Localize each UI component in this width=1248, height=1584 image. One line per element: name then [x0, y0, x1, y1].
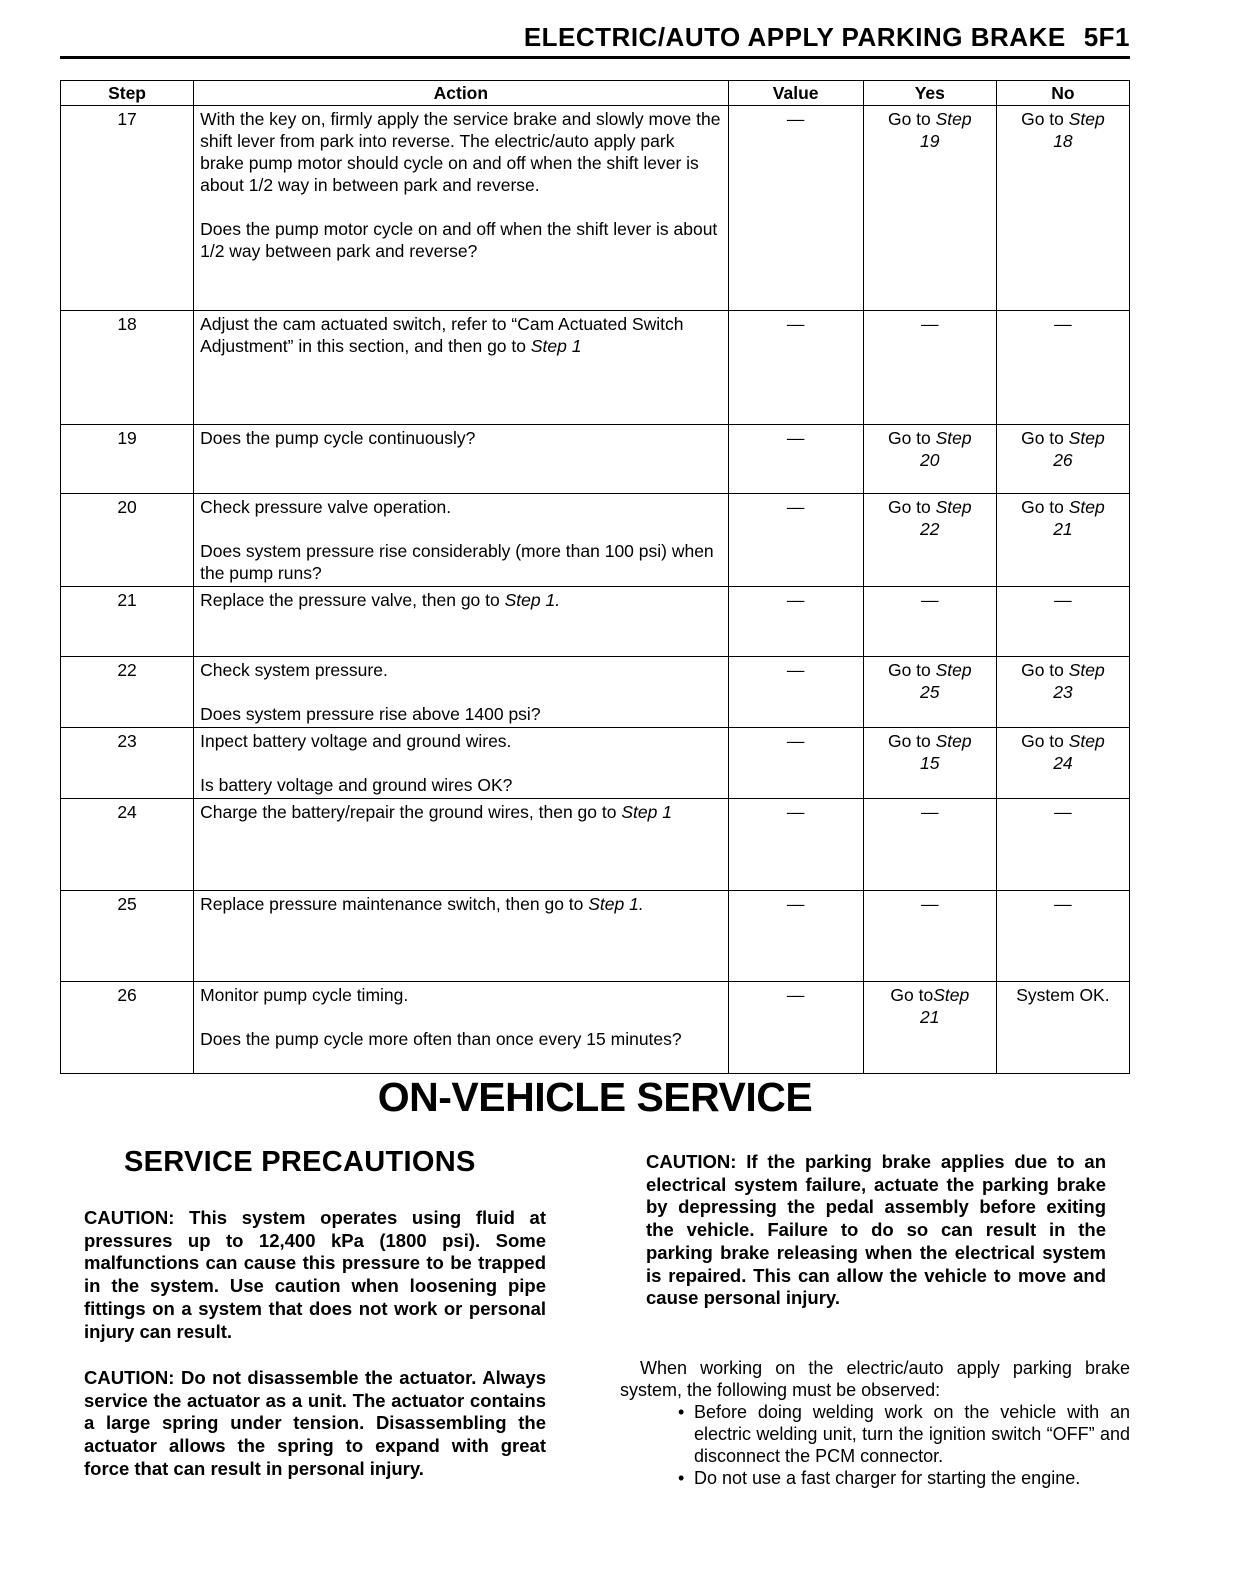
- value-cell: —: [728, 982, 863, 1074]
- section-title: ON-VEHICLE SERVICE: [377, 1074, 813, 1120]
- col-value: Value: [728, 81, 863, 106]
- value-cell: —: [728, 106, 863, 311]
- yes-cell: —: [863, 799, 996, 891]
- action-question: Does the pump cycle more often than once every 15 minutes?: [200, 1029, 682, 1049]
- action-text: Monitor pump cycle timing.: [200, 985, 409, 1005]
- observe-block: [620, 1357, 1130, 1489]
- value-cell: —: [728, 728, 863, 799]
- caution-pressure: CAUTION: This system operates using fluid at pressures up to 12,400 kPa (1800 psi). Some malfunctions can cause this pressure to be trapped in the system. Use caution when loosening pipe fittings on a system that does not work or personal injury can result.: [84, 1207, 546, 1342]
- yes-cell: Go to Step 20: [863, 425, 996, 494]
- yes-cell: Go to Step 22: [863, 494, 996, 587]
- action-cell: [194, 587, 729, 657]
- list-item: • Before doing welding work on the vehicle with an electric welding unit, turn the ignition switch “OFF” and disconnect the PCM connector.: [676, 1401, 1130, 1467]
- action-text: Inpect battery voltage and ground wires.: [200, 731, 512, 751]
- step-number: 22: [61, 657, 194, 728]
- header-title: ELECTRIC/AUTO APPLY PARKING BRAKE: [523, 22, 1066, 52]
- value-cell: —: [728, 311, 863, 425]
- value-cell: —: [728, 494, 863, 587]
- yes-cell: Go to Step 15: [863, 728, 996, 799]
- no-cell: —: [996, 587, 1129, 657]
- action-question: Does system pressure rise above 1400 psi?: [200, 704, 541, 724]
- col-yes: Yes: [863, 81, 996, 106]
- yes-cell: —: [863, 587, 996, 657]
- action-text: Replace the pressure valve, then go to Step 1.: [200, 590, 561, 610]
- action-cell: [194, 891, 729, 982]
- step-number: 18: [61, 311, 194, 425]
- yes-cell: Go to Step 19: [863, 106, 996, 311]
- step-number: 26: [61, 982, 194, 1074]
- action-text: Charge the battery/repair the ground wires, then go to Step 1: [200, 802, 672, 822]
- col-action: Action: [194, 81, 729, 106]
- table-row: [61, 587, 1130, 657]
- no-cell: —: [996, 799, 1129, 891]
- table-row: [61, 799, 1130, 891]
- no-cell: —: [996, 311, 1129, 425]
- table-row: [61, 728, 1130, 799]
- step-number: 21: [61, 587, 194, 657]
- action-cell: [194, 106, 729, 311]
- action-text: Check system pressure.: [200, 660, 388, 680]
- no-cell: Go to Step 24: [996, 728, 1129, 799]
- table-row: [61, 311, 1130, 425]
- value-cell: —: [728, 891, 863, 982]
- table-row: [61, 425, 1130, 494]
- header-section-number: 5F1: [1083, 22, 1130, 52]
- list-item: • Do not use a fast charger for starting the engine.: [676, 1467, 1130, 1489]
- observe-list: [620, 1401, 1130, 1489]
- value-cell: —: [728, 657, 863, 728]
- action-cell: [194, 799, 729, 891]
- caution-parking-brake: CAUTION: If the parking brake applies due to an electrical system failure, actuate the parking brake by depressing the pedal assembly before exiting the vehicle. Failure to do so can result in the parking brake releasing when the electrical system is repaired. This can allow the vehicle to move and cause personal injury.: [646, 1151, 1106, 1309]
- action-text: Adjust the cam actuated switch, refer to “Cam Actuated Switch Adjustment” in this section, and then go to Step 1: [200, 314, 684, 356]
- action-cell: [194, 728, 729, 799]
- col-step: Step: [61, 81, 194, 106]
- no-cell: —: [996, 891, 1129, 982]
- action-text: Check pressure valve operation.: [200, 497, 452, 517]
- diagnostic-table: [60, 80, 1130, 1074]
- value-cell: —: [728, 799, 863, 891]
- yes-cell: Go to Step 25: [863, 657, 996, 728]
- step-number: 23: [61, 728, 194, 799]
- step-number: 19: [61, 425, 194, 494]
- step-number: 24: [61, 799, 194, 891]
- table-header-row: [61, 81, 1130, 106]
- action-cell: [194, 425, 729, 494]
- step-number: 20: [61, 494, 194, 587]
- caution-actuator: CAUTION: Do not disassemble the actuator. Always service the actuator as a unit. The actuator contains a large spring under tension. Disassembling the actuator allows the spring to expand with great force that can result in personal injury.: [84, 1367, 546, 1479]
- yes-cell: —: [863, 891, 996, 982]
- table-row: [61, 106, 1130, 311]
- yes-cell: —: [863, 311, 996, 425]
- step-number: 25: [61, 891, 194, 982]
- no-cell: Go to Step 21: [996, 494, 1129, 587]
- no-cell: System OK.: [996, 982, 1129, 1074]
- no-cell: Go to Step 18: [996, 106, 1129, 311]
- subsection-title: SERVICE PRECAUTIONS: [124, 1146, 476, 1178]
- action-question: Does the pump motor cycle on and off when the shift lever is about 1/2 way between park and reverse?: [200, 219, 718, 261]
- page-header: [60, 22, 1130, 59]
- observe-intro: When working on the electric/auto apply parking brake system, the following must be observed:: [620, 1358, 1130, 1400]
- yes-cell: Go toStep 21: [863, 982, 996, 1074]
- action-cell: [194, 657, 729, 728]
- col-no: No: [996, 81, 1129, 106]
- no-cell: Go to Step 26: [996, 425, 1129, 494]
- table-row: [61, 982, 1130, 1074]
- no-cell: Go to Step 23: [996, 657, 1129, 728]
- action-cell: [194, 311, 729, 425]
- table-row: [61, 891, 1130, 982]
- table-row: [61, 494, 1130, 587]
- value-cell: —: [728, 425, 863, 494]
- action-question: Is battery voltage and ground wires OK?: [200, 775, 513, 795]
- action-question: Does system pressure rise considerably (more than 100 psi) when the pump runs?: [200, 541, 714, 583]
- action-text: With the key on, firmly apply the service brake and slowly move the shift lever from park into reverse. The electric/auto apply park brake pump motor should cycle on and off when the shift lever is about 1/2 way in between park and reverse.: [200, 109, 721, 195]
- value-cell: —: [728, 587, 863, 657]
- step-number: 17: [61, 106, 194, 311]
- action-text: Replace pressure maintenance switch, then go to Step 1.: [200, 894, 644, 914]
- action-cell: [194, 982, 729, 1074]
- table-row: [61, 657, 1130, 728]
- action-cell: [194, 494, 729, 587]
- action-text: Does the pump cycle continuously?: [200, 428, 476, 448]
